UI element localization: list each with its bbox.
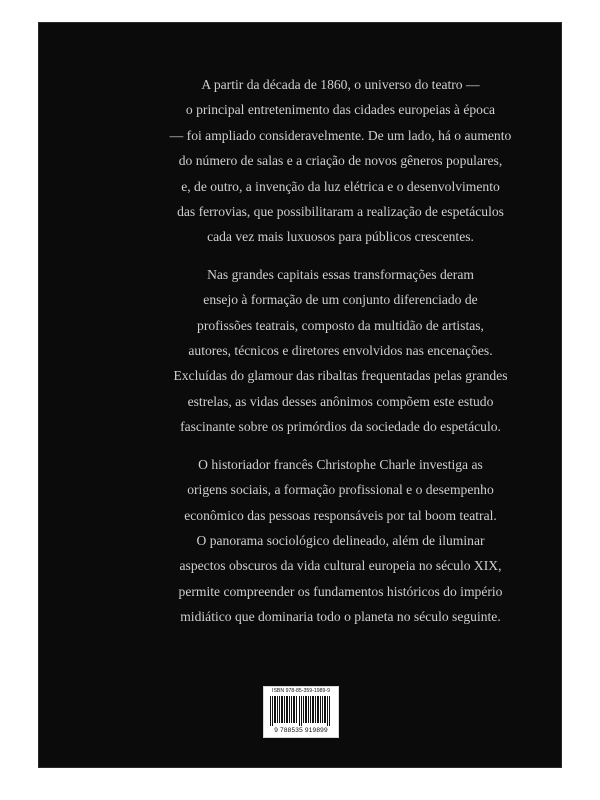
blurb-line: do número de salas e a criação de novos gêneros populares, (178, 153, 503, 169)
blurb-line: O panorama sociológico delineado, além de iluminar (196, 532, 485, 548)
blurb-line: estrelas, as vidas desses anônimos compõem este estudo (187, 393, 494, 409)
barcode-bars (270, 696, 332, 726)
barcode (263, 686, 339, 738)
blurb-line: e, de outro, a invenção da luz elétrica e o desenvolvimento (181, 178, 500, 194)
blurb-line: A partir da década de 1860, o universo do teatro — (201, 77, 480, 92)
blurb-line: das ferrovias, que possibilitaram a realização de espetáculos (177, 204, 504, 220)
blurb-line: o principal entretenimento das cidades europeias à época (185, 102, 496, 118)
blurb-paragraph-3 (148, 452, 533, 630)
blurb-line: Nas grandes capitais essas transformações deram (207, 266, 474, 282)
blurb-line: midiático que dominaria todo o planeta no século seguinte. (180, 609, 501, 625)
blurb-line: O historiador francês Christophe Charle investiga as (198, 456, 483, 472)
blurb-paragraph-1 (148, 72, 533, 250)
blurb-line: permite compreender os fundamentos históricos do império (178, 583, 503, 599)
blurb-line: origens sociais, a formação profissional e o desempenho (187, 482, 494, 498)
blurb-line: profissões teatrais, composto da multidão de artistas, (197, 317, 484, 333)
blurb-line: econômico das pessoas responsáveis por tal boom teatral. (184, 507, 497, 523)
blurb-line: ensejo à formação de um conjunto diferenciado de (203, 292, 478, 308)
blurb-line: fascinante sobre os primórdios da sociedade do espetáculo. (180, 419, 501, 435)
blurb-line: aspectos obscuros da vida cultural europeia no século XIX, (179, 558, 502, 574)
blurb-paragraph-2 (148, 262, 533, 440)
blurb-line: Excluídas do glamour das ribaltas frequentadas pelas grandes (173, 368, 508, 384)
isbn-label: ISBN 978-85-359-1989-9 (272, 688, 330, 694)
blurb-line: — foi ampliado consideravelmente. De um lado, há o aumento (169, 127, 512, 143)
blurb-text (148, 72, 533, 642)
back-cover (38, 22, 562, 768)
barcode-digits: 9 788535 919899 (274, 727, 328, 734)
blurb-line: cada vez mais luxuosos para públicos crescentes. (207, 229, 474, 245)
blurb-line: autores, técnicos e diretores envolvidos nas encenações. (188, 343, 493, 359)
